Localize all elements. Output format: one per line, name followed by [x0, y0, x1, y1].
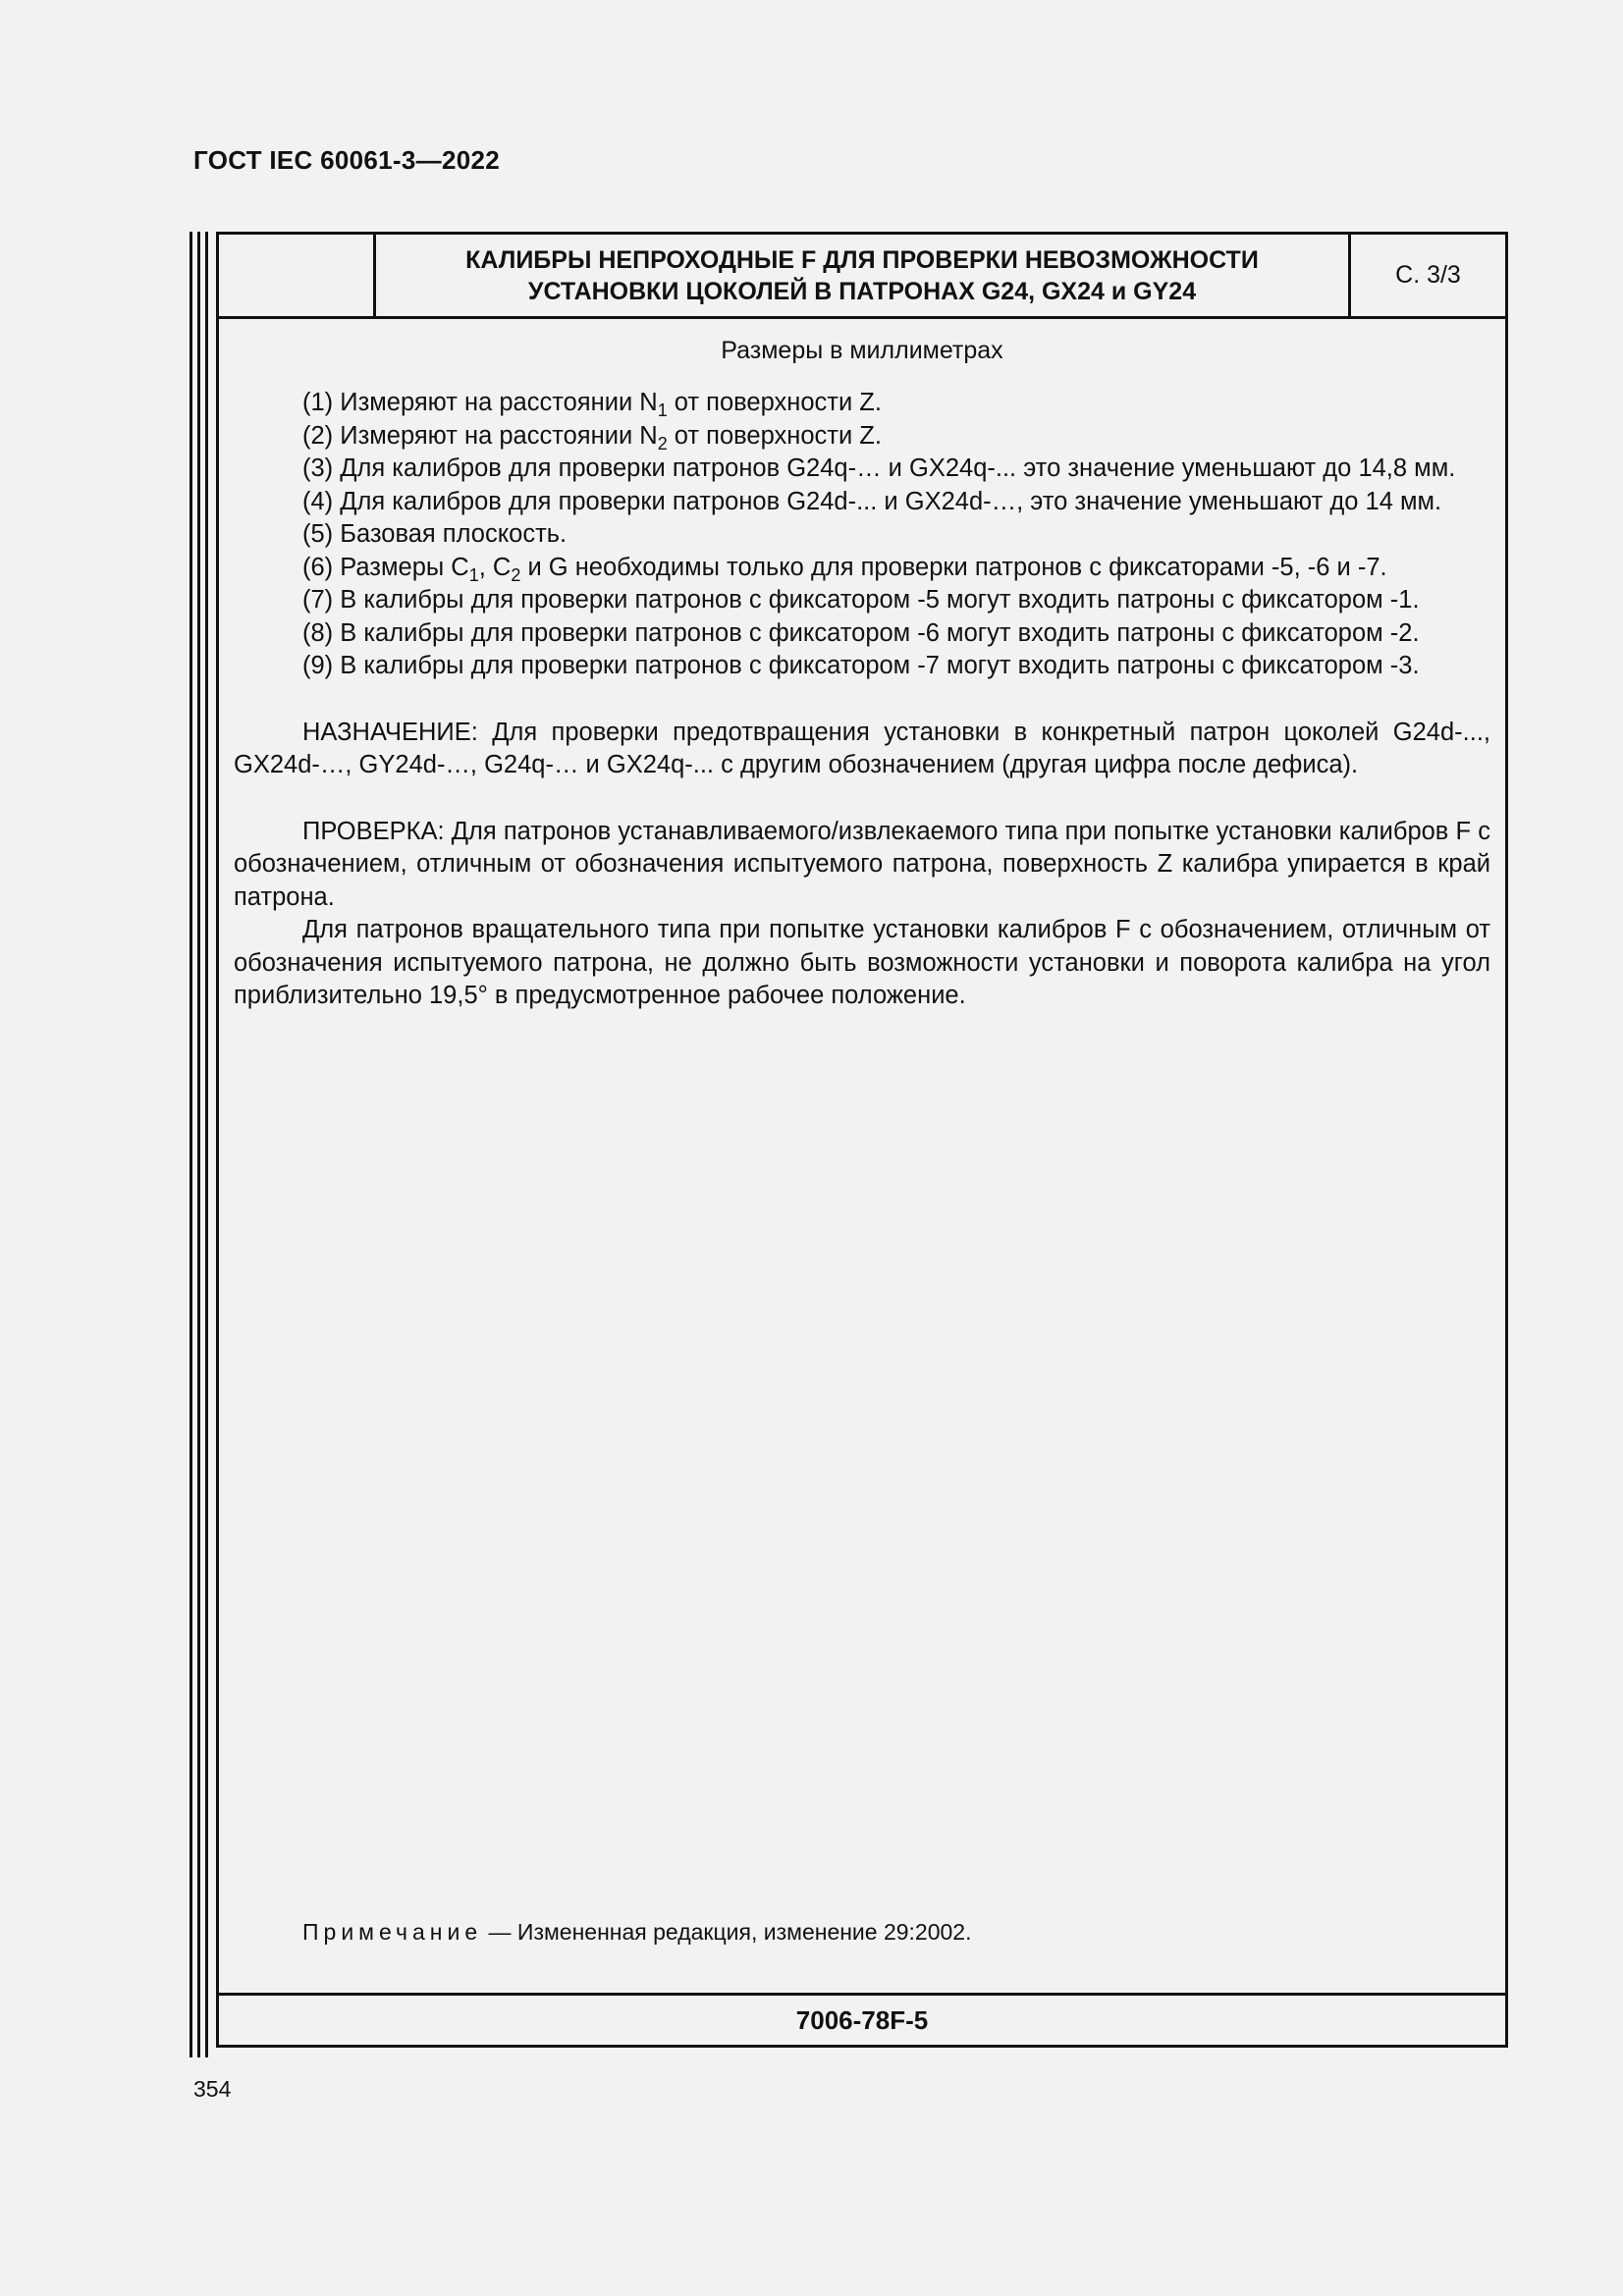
note-4: (4) Для калибров для проверки патронов G24d-... и GX24d-…, это значение уменьшают до 14 мм. — [302, 487, 1442, 515]
footnote-text: — Измененная редакция, изменение 29:2002. — [482, 1919, 972, 1945]
footnote-label: Примечание — [302, 1919, 483, 1945]
sheet-number: С. 3/3 — [1395, 261, 1461, 289]
note-1: (1) Измеряют на расстоянии $N_1$ от поверхности Z. — [302, 389, 882, 420]
note-8: (8) В калибры для проверки патронов с фиксатором -6 могут входить патроны с фиксатором -2. — [302, 618, 1420, 647]
notes-body — [234, 387, 1490, 1013]
check-paragraph-1: ПРОВЕРКА: Для патронов устанавливаемого/извлекаемого типа при попытке установки калибров F с обозначением, отличным от обозначения испытуемого патрона, поверхность Z калибра упирается в край патрона. — [234, 817, 1490, 911]
margin-line — [189, 232, 192, 2057]
note-5: (5) Базовая плоскость. — [302, 520, 568, 548]
title-block — [219, 235, 1505, 319]
check-paragraph-2: Для патронов вращательного типа при попытке установки калибров F с обозначением, отличным от обозначения испытуемого патрона, не должно быть возможности установки и поворота калибра на угол приблизительно 19,5° в предусмотренное рабочее положение. — [234, 916, 1490, 1009]
note-7: (7) В калибры для проверки патронов с фиксатором -5 могут входить патроны с фиксатором -1. — [302, 586, 1420, 614]
note-2: (2) Измеряют на расстоянии $N_2$ от поверхности Z. — [302, 421, 882, 454]
sheet-code: 7006-78F-5 — [219, 1993, 1505, 2045]
sheet-frame — [216, 232, 1508, 2048]
margin-line — [205, 232, 208, 2057]
purpose-paragraph: НАЗНАЧЕНИЕ: Для проверки предотвращения установки в конкретный патрон цоколей G24d-..., GX24d-…, GY24d-…, G24q-… и GX24q-... с другим обозначением (другая цифра после дефиса). — [234, 718, 1490, 778]
title-left-cell — [219, 235, 376, 316]
units-note: Размеры в миллиметрах — [721, 337, 1003, 364]
title-line-2: УСТАНОВКИ ЦОКОЛЕЙ В ПАТРОНАХ G24, GX24 и GY24 — [527, 277, 1197, 305]
note-3: (3) Для калибров для проверки патронов G24q-… и GX24q-... это значение уменьшают до 14,8 мм. — [302, 454, 1456, 482]
sheet-title — [376, 235, 1351, 316]
note-6: (6) Размеры $C_1$, $C_2$ и G необходимы только для проверки патронов с фиксаторами -5, -6 и -7. — [302, 553, 1387, 585]
standard-header: ГОСТ IEC 60061-3—2022 — [193, 145, 500, 175]
note-9: (9) В калибры для проверки патронов с фиксатором -7 могут входить патроны с фиксатором -3. — [302, 652, 1420, 679]
footnote — [302, 1919, 972, 1946]
title-line-1: КАЛИБРЫ НЕПРОХОДНЫЕ F ДЛЯ ПРОВЕРКИ НЕВОЗМОЖНОСТИ — [465, 245, 1259, 274]
margin-line — [197, 232, 200, 2057]
page-number: 354 — [193, 2076, 232, 2102]
